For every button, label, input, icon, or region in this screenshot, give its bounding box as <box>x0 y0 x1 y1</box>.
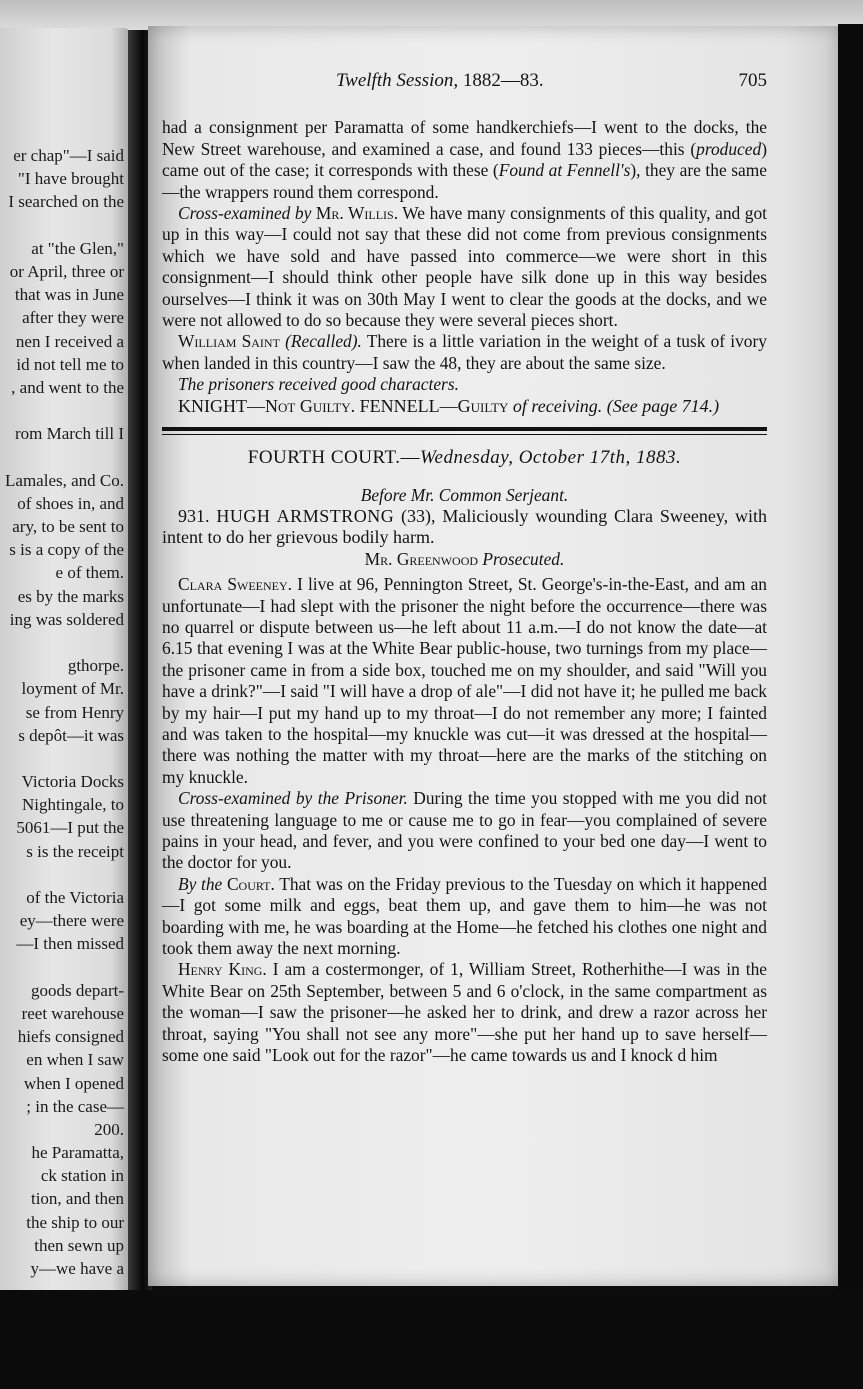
court-heading <box>162 447 767 468</box>
left-page-line: ck station in <box>40 1166 124 1186</box>
left-page-line: ing was soldered <box>9 609 124 629</box>
left-page-line: the ship to our <box>26 1212 124 1232</box>
left-page-line: he Paramatta, <box>31 1143 124 1163</box>
left-page-line: ary, to be sent to <box>12 517 124 536</box>
page-content <box>162 70 767 1066</box>
left-page-text <box>0 144 124 1350</box>
label-italic: (Recalled). <box>285 331 362 352</box>
defendant-name: HUGH ARMSTRONG <box>216 505 395 526</box>
page-number: 705 <box>738 70 767 91</box>
left-page-line <box>0 445 124 468</box>
counsel-name: Mr. Willis. <box>315 203 399 224</box>
verdict: Guilty <box>457 395 509 416</box>
text-italic: produced <box>696 138 762 159</box>
left-page-line: 200. <box>94 1119 124 1139</box>
paragraph-clara-sweeney <box>162 574 767 788</box>
cross-reference: (See page 714.) <box>602 395 720 416</box>
left-page-line <box>0 631 124 654</box>
left-page-line: that was in June <box>14 285 124 305</box>
prosecution-line <box>162 549 767 570</box>
left-page-line <box>0 399 124 422</box>
left-page-line: gthorpe. <box>67 656 124 676</box>
label-italic: By the <box>178 873 223 894</box>
left-page-line: Lamales, and Co. <box>5 470 124 490</box>
paragraph-consignment <box>162 117 767 203</box>
left-page-line: e of them. <box>55 563 124 583</box>
text: ), they are the same—the wrappers round them correspond. <box>162 160 767 202</box>
paragraph-henry-king <box>162 959 767 1066</box>
text: KNIGHT— <box>178 395 265 416</box>
left-page-line: en when I saw <box>26 1050 124 1070</box>
left-page-line: s depôt—it was <box>18 725 124 745</box>
left-page-line: y—we have a <box>30 1259 124 1278</box>
left-page-line: tion, and then <box>30 1189 124 1209</box>
left-page-line: nen I received a <box>15 331 124 351</box>
left-page-line: 5061—I put the <box>16 818 124 838</box>
charge-text: (33), Maliciously wounding Clara Sweeney, with intent to do her grievous bodily harm. <box>162 505 767 548</box>
left-page-line: ; in the case— <box>26 1096 124 1116</box>
left-page-line: er chap"—I said <box>13 146 124 165</box>
left-page-line: then sewn up <box>34 1235 124 1255</box>
court-label: Court. <box>226 873 275 894</box>
label-italic: Cross-examined by the Prisoner. <box>178 788 408 809</box>
scan-right-edge <box>838 24 863 1294</box>
left-page-line: of the Victoria <box>26 888 124 907</box>
text: FENNELL— <box>355 395 458 416</box>
session-title-text: Twelfth Session, <box>336 70 459 91</box>
witness-name: Clara Sweeney. <box>178 574 293 595</box>
left-page-line: goods depart- <box>30 980 124 1000</box>
text: That was on the Friday previous to the Tuesday on which it happened—I got some milk and eggs, beat them up, and gave them to him—he was not boarding with me, he was boarding at the Home—he fetched his clothes one night and took them away the next morning. <box>162 873 767 959</box>
before-judge: Before Mr. Common Serjeant. <box>360 484 569 505</box>
paragraph-william-saint <box>162 331 767 374</box>
text: There is a little variation in the weight of a tusk of ivory when landed in this country—I saw the 48, they are about the same size. <box>162 331 767 373</box>
left-page <box>0 28 130 1296</box>
paragraph-cross-exam-prisoner <box>162 788 767 874</box>
left-page-line: s is a copy of the <box>9 540 124 560</box>
left-page-line: I searched on the <box>8 192 124 212</box>
left-page-line: s is the receipt <box>26 841 124 861</box>
label-italic: Prosecuted. <box>482 548 565 569</box>
verdict: Not Guilty. <box>265 395 356 416</box>
text-italic: of receiving. <box>508 395 603 416</box>
left-page-line: rom March till I <box>14 424 124 444</box>
left-page-line: after they were <box>22 308 124 328</box>
left-page-line: at "the Glen," <box>31 238 124 258</box>
left-page-line: or April, three or <box>9 261 124 281</box>
left-page-line: loyment of Mr. <box>21 679 124 699</box>
case-heading <box>162 506 767 549</box>
left-page-line: of shoes in, and <box>17 493 124 513</box>
text: ) came out of the case; it corresponds with these ( <box>162 138 767 181</box>
left-page-line: when I opened <box>23 1073 124 1093</box>
left-page-line: se from Henry <box>25 702 124 722</box>
session-years: 1882—83. <box>462 70 544 91</box>
left-page-line: Nightingale, to <box>22 795 124 815</box>
left-page-line: hiefs consigned <box>17 1027 124 1047</box>
session-title <box>336 70 544 91</box>
paragraph-verdict <box>162 396 767 417</box>
prosecutor-name: Mr. Greenwood <box>364 548 479 569</box>
left-page-line: Victoria Docks <box>21 772 124 792</box>
witness-name: Henry King. <box>178 959 267 980</box>
left-page-line: reet warehouse <box>21 1003 124 1023</box>
text: During the time you stopped with me you did not use threatening language to me or cause me to go in fear—you complained of severe pains in your head, and fever, and you were confined to your bed one day—I went to the doctor for you. <box>162 788 767 873</box>
left-page-line <box>0 956 124 979</box>
text: We have many consignments of this quality, and got up in this way—I could not say that these did not come from previous consignments which we have sold and have passed into commerce—we were short in this consignment—I should think other people have silk done up in this way besides ourselves—I think it was on 30th May I went to clear the goods at the docks, and we were not allowed to do so because they were several pieces short. <box>162 203 767 331</box>
case-number: 931. <box>178 505 210 526</box>
left-page-line: , and went to the <box>11 377 124 397</box>
witness-name: William Saint <box>178 331 280 352</box>
label-italic: Cross-examined by <box>178 203 312 224</box>
left-page-line: —I then missed <box>16 934 124 954</box>
paragraph-by-the-court <box>162 874 767 960</box>
section-rule-thick <box>162 427 767 431</box>
text: had a consignment per Paramatta of some handkerchiefs—I went to the docks, the New Street warehouse, and examined a case, and found 133 pieces—this ( <box>162 117 767 159</box>
left-page-line: ey—there were <box>19 911 124 931</box>
left-page-line <box>0 747 124 770</box>
section-rule-thin <box>162 434 767 435</box>
court-name: FOURTH COURT.— <box>247 447 420 469</box>
left-page-line: id not tell me to <box>16 354 124 374</box>
left-page-line: "I have brought <box>17 169 124 189</box>
scan-bottom-edge <box>0 1290 863 1389</box>
left-page-line <box>0 863 124 886</box>
left-page-line: es by the marks <box>17 586 124 606</box>
running-head <box>162 70 767 91</box>
text-italic: Found at Fennell's <box>498 160 631 181</box>
text: I live at 96, Pennington Street, St. George's-in-the-East, and am an unfortunate—I had slept with the prisoner the night before the occurrence—there was no quarrel or dispute between us—he left about 11 a.m.—I do not know the date—at 6.15 that evening I was at the White Bear public-house, two turnings from my place—the prisoner came in from a side box, touched me on my shoulder, and said "Will you have a drink?"—I said "I will have a drop of ale"—I did not have it; he pulled me back by my hair—I put my hand up to my throat—I do not remember any more; I fainted and was taken to the hospital—my knuckle was cut—it was dressed at the hospital—there was nothing the matter with my throat—here are the marks of the stitching on my knuckle. <box>162 574 767 787</box>
court-date: Wednesday, October 17th, 1883. <box>419 447 682 469</box>
text: I am a costermonger, of 1, William Street, Rotherhithe—I was in the White Bear on 25th September, between 5 and 6 o'clock, in the same compartment as the woman—I saw the prisoner—he asked her to drink, and drew a razor across her throat, saying "You shall not see any more"—she put her hand up to save herself—some one said "Look out for the razor"—he came towards us and I knock d him <box>162 959 767 1066</box>
paragraph-cross-exam-willis <box>162 203 767 331</box>
paragraph-characters: The prisoners received good characters. <box>178 374 459 395</box>
left-page-line <box>0 214 124 237</box>
